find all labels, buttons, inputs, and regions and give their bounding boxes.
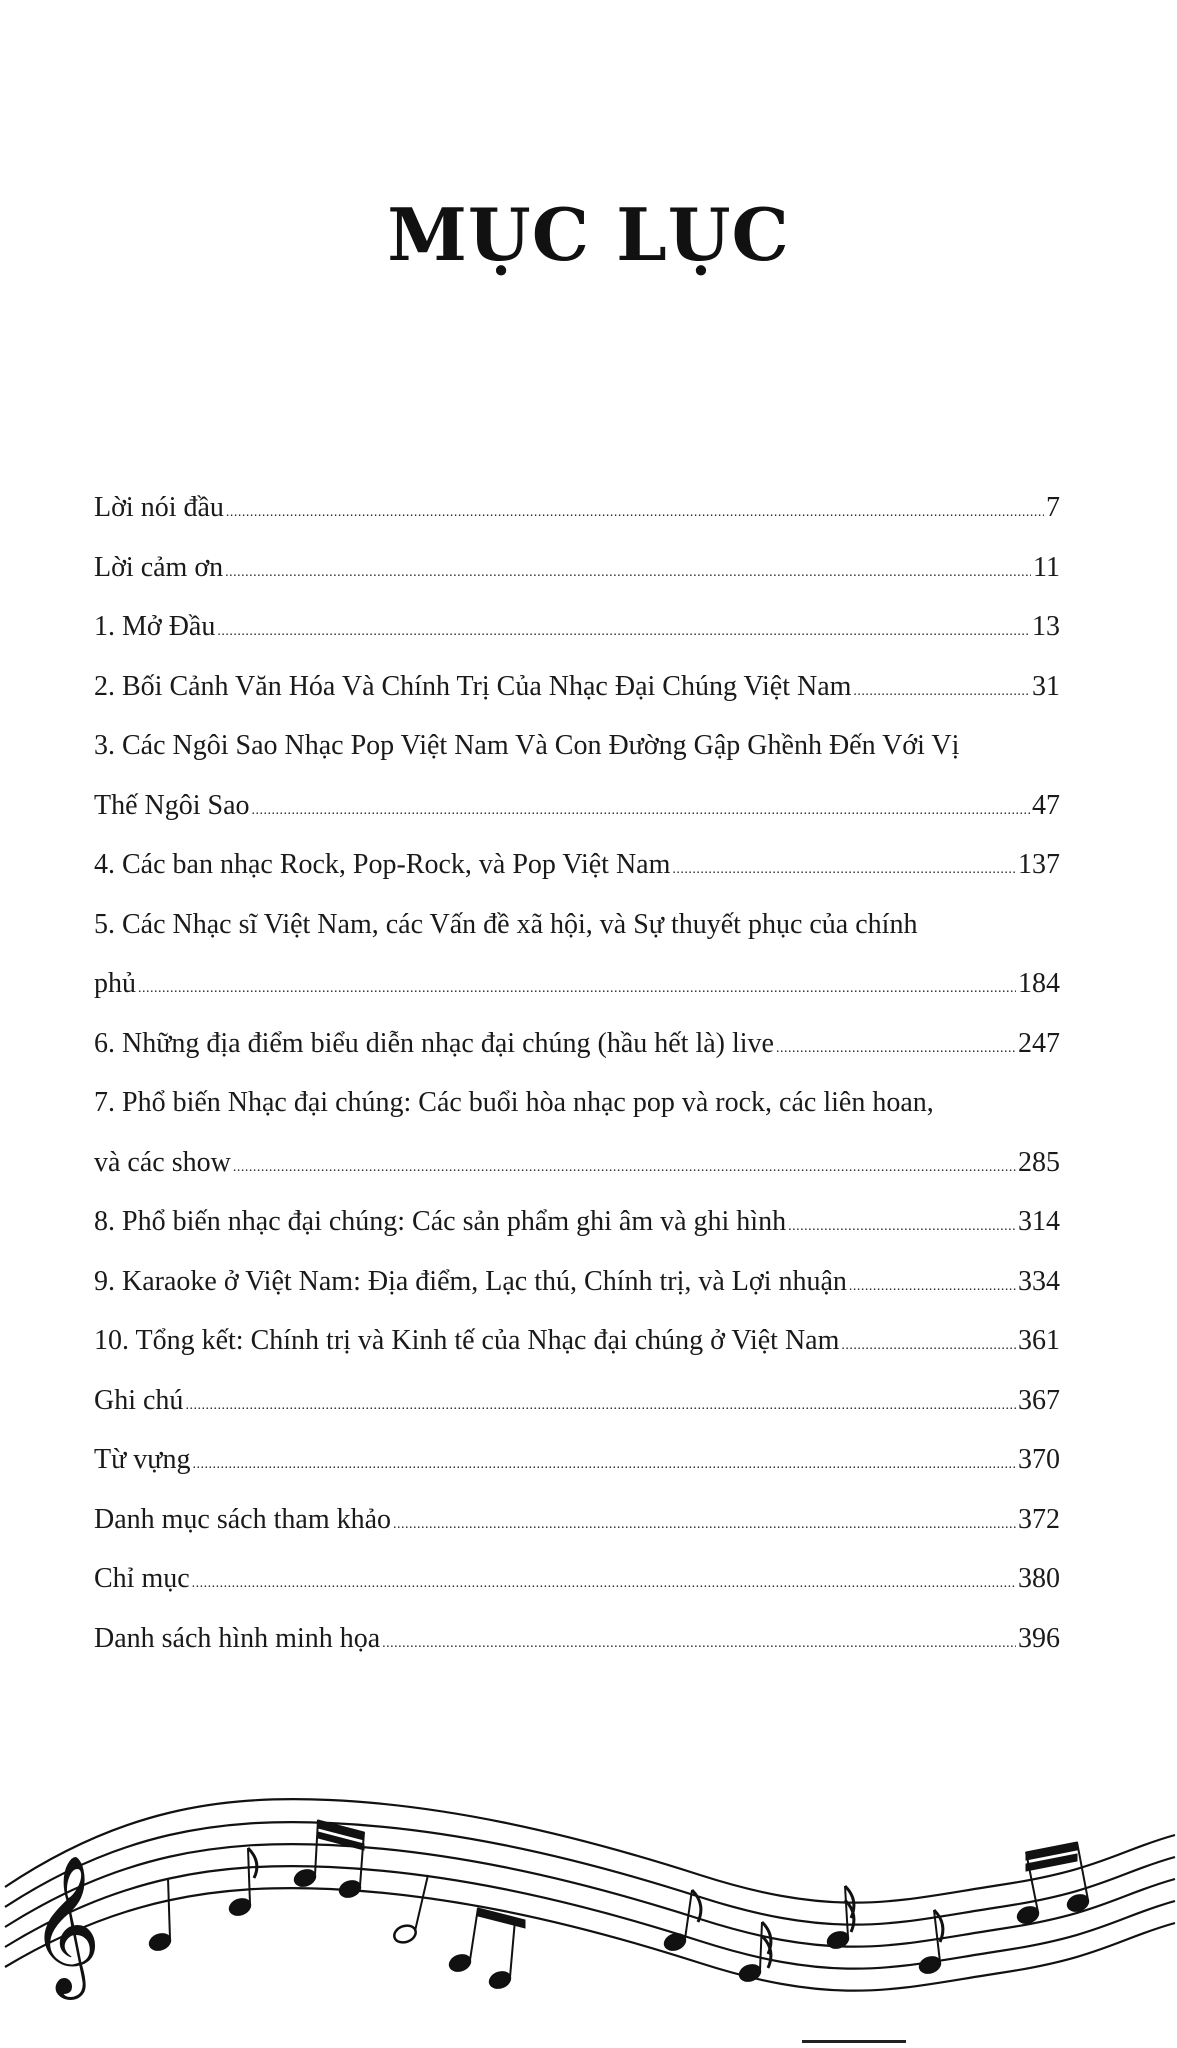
dot-leader	[226, 483, 1044, 543]
toc-label: 4. Các ban nhạc Rock, Pop-Rock, và Pop Việt Nam	[94, 849, 671, 880]
toc-page-number: 367	[1018, 1384, 1060, 1416]
toc-label: Danh sách hình minh họa	[94, 1622, 381, 1654]
toc-entry[interactable]	[94, 1371, 1060, 1431]
toc-entry-line1[interactable]: 5. Các Nhạc sĩ Việt Nam, các Vấn đề xã hội, và Sự thuyết phục của chính	[94, 908, 918, 940]
toc-page-number: 372	[1018, 1503, 1060, 1535]
toc-label: Thế Ngôi Sao	[94, 789, 250, 821]
dot-leader	[233, 1138, 1016, 1198]
toc-entry[interactable]	[94, 597, 1060, 657]
dot-leader	[252, 781, 1030, 841]
toc-page-number: 334	[1018, 1265, 1060, 1297]
dot-leader	[853, 662, 1030, 722]
toc-page-number: 380	[1018, 1563, 1060, 1594]
dot-leader	[776, 1019, 1016, 1079]
footer-rule	[802, 2040, 906, 2043]
toc-entry[interactable]	[94, 1252, 1060, 1312]
dot-leader	[672, 840, 1016, 900]
dot-leader	[382, 1614, 1016, 1674]
toc-entry[interactable]	[94, 657, 1060, 717]
toc-page-number: 47	[1032, 789, 1060, 821]
toc-page-number: 396	[1018, 1622, 1060, 1654]
toc-page-number: 285	[1018, 1146, 1060, 1178]
toc-label: Từ vựng	[94, 1444, 191, 1475]
dot-leader	[192, 1554, 1016, 1614]
toc-entry[interactable]	[94, 1133, 1060, 1193]
dot-leader	[849, 1257, 1016, 1317]
toc-page-number: 184	[1018, 968, 1060, 999]
toc-entry-line1[interactable]: 7. Phổ biến Nhạc đại chúng: Các buổi hòa nhạc pop và rock, các liên hoan,	[94, 1087, 934, 1118]
toc-label: Ghi chú	[94, 1384, 184, 1416]
music-staff-icon	[0, 1790, 1177, 2020]
dot-leader	[192, 1435, 1016, 1495]
toc-page-number: 7	[1046, 492, 1060, 523]
toc-entry[interactable]	[94, 1430, 1060, 1490]
toc-page-number: 11	[1033, 551, 1060, 583]
toc-entry[interactable]	[94, 1014, 1060, 1074]
toc-entry[interactable]	[94, 776, 1060, 836]
toc-entry[interactable]	[94, 1311, 1060, 1371]
toc-label: 2. Bối Cảnh Văn Hóa Và Chính Trị Của Nhạc Đại Chúng Việt Nam	[94, 670, 852, 702]
toc-page-number: 361	[1018, 1325, 1060, 1356]
toc-entry[interactable]	[94, 954, 1060, 1014]
toc-page-number: 13	[1032, 611, 1060, 642]
toc-entry[interactable]	[94, 835, 1060, 895]
toc-page-number: 137	[1018, 849, 1060, 880]
toc-label: 9. Karaoke ở Việt Nam: Địa điểm, Lạc thú, Chính trị, và Lợi nhuận	[94, 1265, 847, 1297]
toc-entry-line1[interactable]: 3. Các Ngôi Sao Nhạc Pop Việt Nam Và Con Đường Gập Ghềnh Đến Với Vị	[94, 730, 960, 761]
toc-label: 10. Tổng kết: Chính trị và Kinh tế của Nhạc đại chúng ở Việt Nam	[94, 1325, 840, 1356]
dot-leader	[217, 602, 1030, 662]
svg-text:𝄞: 𝄞	[30, 1855, 101, 1994]
dot-leader	[788, 1197, 1016, 1257]
toc-label: 1. Mở Đầu	[94, 611, 216, 642]
dot-leader	[393, 1495, 1016, 1555]
toc-label: 8. Phổ biến nhạc đại chúng: Các sản phẩm ghi âm và ghi hình	[94, 1206, 787, 1237]
toc-entry[interactable]	[94, 1490, 1060, 1550]
toc-label: Danh mục sách tham khảo	[94, 1503, 392, 1535]
dot-leader	[138, 959, 1016, 1019]
table-of-contents	[94, 478, 1060, 1668]
toc-label: Chỉ mục	[94, 1563, 190, 1594]
toc-entry[interactable]	[94, 1192, 1060, 1252]
toc-entry[interactable]	[94, 1609, 1060, 1669]
toc-entry[interactable]	[94, 1549, 1060, 1609]
toc-page-number: 370	[1018, 1444, 1060, 1475]
toc-label: phủ	[94, 968, 136, 999]
dot-leader	[841, 1316, 1016, 1376]
toc-page-number: 247	[1018, 1027, 1060, 1059]
dot-leader	[225, 543, 1031, 603]
toc-label: 6. Những địa điểm biểu diễn nhạc đại chúng (hầu hết là) live	[94, 1027, 774, 1059]
toc-entry[interactable]	[94, 478, 1060, 538]
toc-label: Lời nói đầu	[94, 492, 224, 523]
page-title: MỤC LỤC	[387, 192, 790, 277]
toc-entry[interactable]	[94, 538, 1060, 598]
toc-label: Lời cảm ơn	[94, 551, 224, 583]
toc-page-number: 31	[1032, 670, 1060, 702]
toc-page-number: 314	[1018, 1206, 1060, 1237]
toc-label: và các show	[94, 1146, 231, 1178]
dot-leader	[185, 1376, 1016, 1436]
